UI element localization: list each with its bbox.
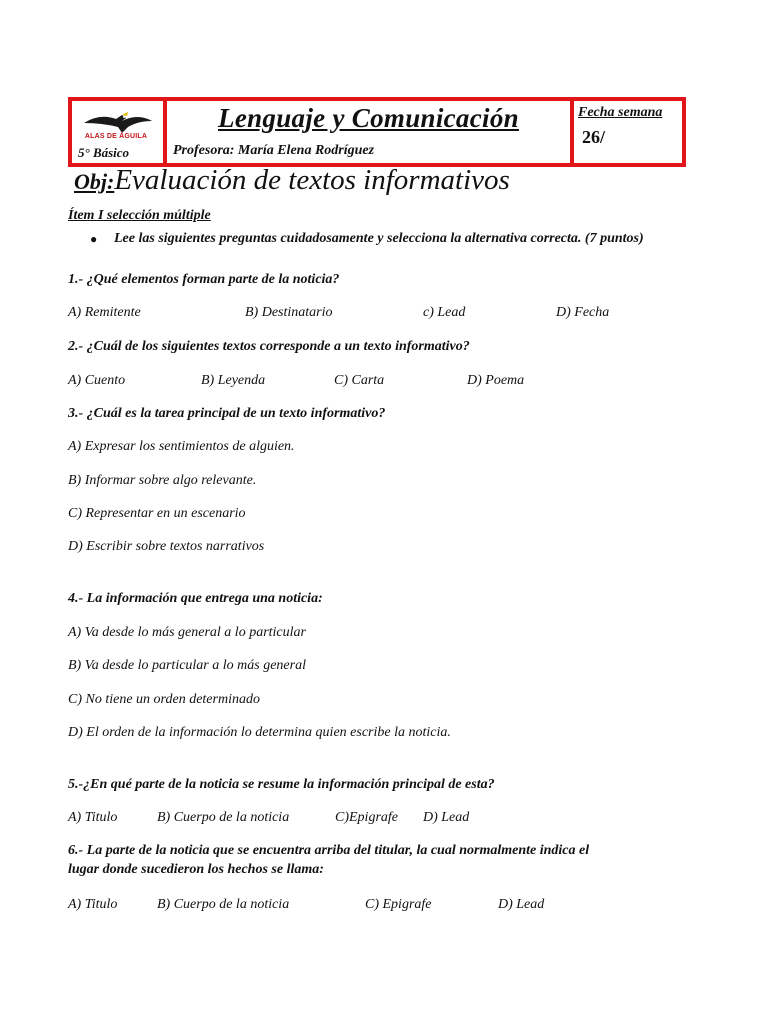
question-1: 1.- ¿Qué elementos forman parte de la noticia? [68,272,340,287]
q3-option-b: B) Informar sobre algo relevante. [68,473,257,488]
q6-option-a: A) Titulo [68,897,118,912]
q6-option-c: C) Epigrafe [365,897,432,912]
q1-option-b: B) Destinatario [245,305,333,320]
logo-text: ALAS DE ÁGUILA [84,133,148,140]
q4-option-c: C) No tiene un orden determinado [68,692,260,707]
date-cell [574,101,682,163]
q1-option-c: c) Lead [423,305,466,320]
question-6-line-1: 6.- La parte de la noticia que se encuentra arriba del titular, la cual normalmente indica el [68,843,590,858]
question-2: 2.- ¿Cuál de los siguientes textos corresponde a un texto informativo? [68,339,470,354]
objective-title: Evaluación de textos informativos [114,164,510,196]
q5-option-c: C)Epigrafe [335,810,398,825]
eagle-logo-icon [82,109,154,135]
objective-line [74,164,510,197]
grade-label: 5° Básico [78,145,130,160]
question-5: 5.-¿En qué parte de la noticia se resume la información principal de esta? [68,777,495,792]
q2-option-b: B) Leyenda [201,373,266,388]
q1-option-d: D) Fecha [556,305,610,320]
question-4: 4.- La información que entrega una noticia: [68,591,323,606]
question-3: 3.- ¿Cuál es la tarea principal de un texto informativo? [68,406,386,421]
q2-option-c: C) Carta [334,373,385,388]
q3-option-a: A) Expresar los sentimientos de alguien. [68,439,295,454]
q5-option-b: B) Cuerpo de la noticia [157,810,290,825]
q4-option-a: A) Va desde lo más general a lo particular [68,625,306,640]
section-title: Ítem I selección múltiple [68,208,211,223]
q4-option-b: B) Va desde lo particular a lo más general [68,658,306,673]
teacher-name: Profesora: María Elena Rodríguez [173,143,375,158]
q2-option-d: D) Poema [467,373,525,388]
objective-prefix: Obj: [74,169,115,194]
q5-option-a: A) Titulo [68,810,118,825]
q5-option-d: D) Lead [423,810,470,825]
question-6-line-2: lugar donde sucedieron los hechos se llama: [68,862,324,877]
q3-option-d: D) Escribir sobre textos narrativos [68,539,265,554]
date-value: 26/ [582,127,606,147]
q3-option-c: C) Representar en un escenario [68,506,246,521]
date-label: Fecha semana [578,105,663,120]
subject-cell [167,101,574,163]
q4-option-d: D) El orden de la información lo determina quien escribe la noticia. [68,725,451,740]
q6-option-d: D) Lead [498,897,545,912]
header-box [68,97,686,167]
bullet-icon: ● [90,232,98,246]
section-instruction: Lee las siguientes preguntas cuidadosamente y selecciona la alternativa correcta. (7 puntos) [114,231,644,246]
subject-title: Lenguaje y Comunicación [218,103,519,133]
q2-option-a: A) Cuento [68,373,126,388]
q1-option-a: A) Remitente [68,305,141,320]
logo-cell [72,101,167,163]
q6-option-b: B) Cuerpo de la noticia [157,897,290,912]
